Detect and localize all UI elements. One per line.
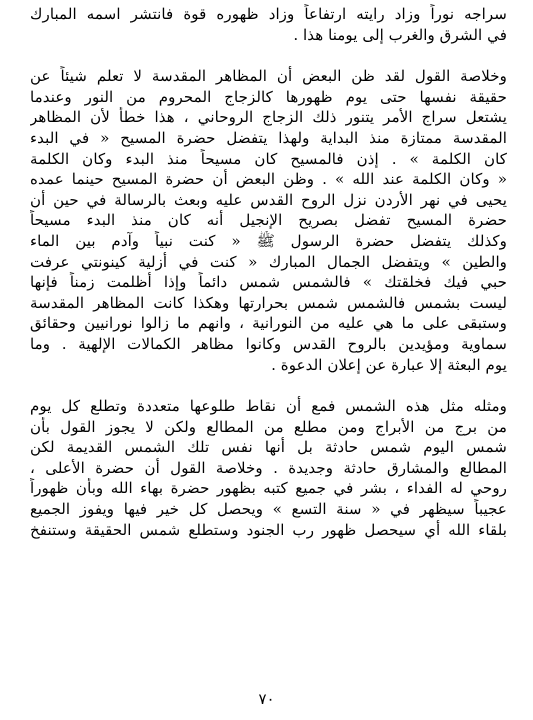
text-line: سراجه نوراً وزاد رايته ارتفاعاً وزاد ظهوره قوة فانتشر اسمه المبارك — [30, 5, 507, 23]
text-line: المقدسة ممتازة منذ البداية ولهذا يتفضل حضرة المسيح « في البدء — [30, 128, 507, 147]
text-line: ليست بشمس فالشمس شمس بحرارتها وهكذا كانت المظاهر المقدسة — [30, 293, 507, 312]
text-line: في الشرق والغرب إلى يومنا هذا . — [293, 25, 507, 44]
text-line: يوم البعثة إلا عبارة عن إعلان الدعوة . — [271, 355, 507, 374]
text-line: وستبقى على ما هي عليه من النورانية ، وانهم ما زالوا نورانيين وحقائق — [30, 314, 507, 333]
paragraph-3 — [30, 396, 507, 540]
text-line: وكذلك يتفضل حضرة الرسول ﷺ « كنت نبياً وآدم بين الماء — [30, 231, 507, 250]
text-line: حضرة المسيح تفضل بصريح الإنجيل أنه كان منذ البدء مسيحاً — [30, 211, 507, 230]
paragraph-2 — [30, 66, 507, 375]
text-line: يحيى في نهر الأردن نزل الروح القدس عليه وبعث بالرسالة في حين أن — [30, 190, 507, 209]
text-line: حقيقة نفسها حتى يوم ظهورها كالزجاج المحروم من النور وعندما — [30, 87, 507, 106]
text-line: سماوية ومؤيدين بالروح القدس وكانوا مظاهر الكمالات الإلهية . وما — [30, 334, 507, 353]
text-line: روحي له الفداء ، بشر في جميع كتبه بظهور حضرة بهاء الله وبأن ظهوراً — [30, 479, 507, 498]
text-line: وخلاصة القول لقد ظن البعض أن المظاهر المقدسة لا تعلم شيئاً عن — [30, 67, 507, 86]
text-line: كان الكلمة » . إذن فالمسيح كان مسيحاً منذ البدء وكان الكلمة — [30, 149, 507, 168]
text-line: يشتعل سراج الأمر يتنور ذلك الزجاج الروحاني ، هذا خطأ لأن المظاهر — [30, 108, 507, 127]
paragraph-gap — [30, 375, 507, 396]
page-number: ٧٠ — [258, 690, 275, 708]
text-line: المطالع والمشارق حادثة وجديدة . وخلاصة القول أن حضرة الأعلى ، — [30, 458, 507, 477]
text-line: بلقاء الله أي سيحصل ظهور رب الجنود وستطلع شمس الحقيقة وستنفخ — [30, 520, 507, 539]
paragraph-1 — [30, 4, 507, 45]
text-line: والطين » ويتفضل الجمال المبارك « كنت في أزلية كينونتي عرفت — [30, 252, 507, 271]
text-line: ومثله مثل هذه الشمس فمع أن نقاط طلوعها متعددة وتطلع كل يوم — [30, 397, 507, 416]
text-line: شمس اليوم شمس حادثة بل أنها نفس تلك الشمس القديمة لكن — [30, 438, 507, 457]
text-line: من برج من الأبراج ومن مطلع من المطالع ولكن لا يجوز القول بأن — [30, 417, 507, 436]
paragraph-gap — [30, 45, 507, 66]
text-line: عجيباً سيظهر في « سنة التسع » ويحصل كل خير فيها ويفوز الجميع — [30, 500, 507, 519]
text-line: « وكان الكلمة عند الله » . وظن البعض أن حضرة المسيح حينما عمده — [30, 170, 507, 189]
text-line: حبي فيك فخلقتك » فالشمس شمس دائماً وإذا أظلمت زمناً فإنها — [30, 273, 507, 292]
